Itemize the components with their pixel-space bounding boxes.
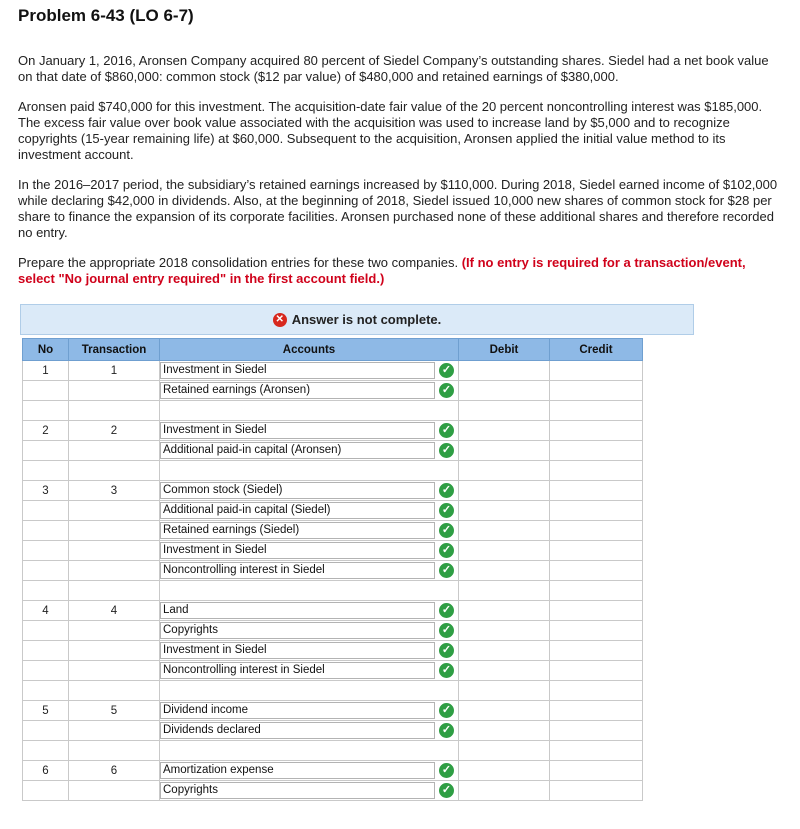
entry-number-cell: 1 [23, 361, 69, 381]
transaction-number-cell [69, 521, 160, 541]
transaction-number-cell: 6 [69, 761, 160, 781]
account-cell [160, 761, 459, 781]
entry-number-cell [23, 381, 69, 401]
account-cell [160, 521, 459, 541]
transaction-number-cell: 5 [69, 701, 160, 721]
account-cell [160, 541, 459, 561]
account-select[interactable]: Noncontrolling interest in Siedel [160, 562, 435, 579]
account-select[interactable]: Land [160, 602, 435, 619]
account-cell [160, 701, 459, 721]
check-icon: ✓ [439, 723, 454, 738]
credit-input[interactable] [550, 621, 643, 641]
journal-entry-table [22, 338, 643, 801]
transaction-number-cell [69, 561, 160, 581]
debit-input[interactable] [459, 561, 550, 581]
table-row [23, 481, 643, 501]
check-icon: ✓ [439, 503, 454, 518]
empty-cell [160, 461, 459, 481]
spacer-row [23, 461, 643, 481]
empty-cell [550, 681, 643, 701]
credit-input[interactable] [550, 481, 643, 501]
table-row [23, 521, 643, 541]
entry-number-cell [23, 561, 69, 581]
table-row [23, 381, 643, 401]
check-icon: ✓ [439, 523, 454, 538]
spacer-row [23, 681, 643, 701]
empty-cell [160, 741, 459, 761]
spacer-row [23, 581, 643, 601]
credit-input[interactable] [550, 501, 643, 521]
entry-number-cell: 5 [23, 701, 69, 721]
table-row [23, 361, 643, 381]
empty-cell [23, 681, 69, 701]
debit-input[interactable] [459, 761, 550, 781]
account-select[interactable]: Additional paid-in capital (Siedel) [160, 502, 435, 519]
account-cell [160, 361, 459, 381]
problem-paragraph-2: Aronsen paid $740,000 for this investment. The acquisition-date fair value of the 20 percent noncontrolling interest was $185,000. The excess fair value over book value associated with the acquisition was used to increase land by $5,000 and to recognize copyrights (15-year remaining life) at $60,000. Subsequent to the acquisition, Aronsen applied the initial value method to its investment account. [18, 99, 763, 162]
account-select[interactable]: Investment in Siedel [160, 422, 435, 439]
credit-input[interactable] [550, 561, 643, 581]
entry-number-cell: 3 [23, 481, 69, 501]
transaction-number-cell: 2 [69, 421, 160, 441]
empty-cell [69, 581, 160, 601]
account-select[interactable]: Dividends declared [160, 722, 435, 739]
credit-input[interactable] [550, 721, 643, 741]
header-credit: Credit [550, 339, 643, 361]
table-row [23, 421, 643, 441]
entry-number-cell [23, 541, 69, 561]
transaction-number-cell [69, 641, 160, 661]
empty-cell [69, 401, 160, 421]
empty-cell [550, 741, 643, 761]
transaction-number-cell: 1 [69, 361, 160, 381]
empty-cell [459, 581, 550, 601]
instructions-paragraph [18, 255, 778, 287]
instructions-note: (If no entry is required for a transaction/event, select "No journal entry required" in the first account field.) [18, 255, 746, 286]
table-row [23, 701, 643, 721]
credit-input[interactable] [550, 541, 643, 561]
table-row [23, 441, 643, 461]
entry-number-cell [23, 501, 69, 521]
empty-cell [459, 401, 550, 421]
debit-input[interactable] [459, 501, 550, 521]
entry-number-cell [23, 621, 69, 641]
problem-paragraph-3: In the 2016–2017 period, the subsidiary’s retained earnings increased by $110,000. During 2018, Siedel earned income of $102,000 while declaring $42,000 in dividends. Also, at the beginning of 2018, Siedel issued 10,000 new shares of common stock for $28 per share to finance the expansion of its corporate facilities. Aronsen purchased none of these additional shares and therefore recorded no entry. [18, 177, 778, 240]
account-select[interactable]: Amortization expense [160, 762, 435, 779]
account-cell [160, 781, 459, 801]
entry-number-cell: 6 [23, 761, 69, 781]
debit-input[interactable] [459, 621, 550, 641]
debit-input[interactable] [459, 541, 550, 561]
account-select[interactable]: Common stock (Siedel) [160, 482, 435, 499]
account-cell [160, 641, 459, 661]
answer-status-text: Answer is not complete. [291, 312, 442, 327]
answer-status-banner [20, 304, 694, 335]
check-icon: ✓ [439, 703, 454, 718]
account-cell [160, 661, 459, 681]
check-icon: ✓ [439, 603, 454, 618]
table-row [23, 721, 643, 741]
debit-input[interactable] [459, 781, 550, 801]
debit-input[interactable] [459, 361, 550, 381]
empty-cell [23, 581, 69, 601]
table-row [23, 601, 643, 621]
empty-cell [23, 741, 69, 761]
instructions-text: Prepare the appropriate 2018 consolidation entries for these two companies. [18, 255, 462, 270]
credit-input[interactable] [550, 361, 643, 381]
empty-cell [459, 681, 550, 701]
table-row [23, 781, 643, 801]
table-header-row [23, 339, 643, 361]
empty-cell [69, 461, 160, 481]
check-icon: ✓ [439, 663, 454, 678]
debit-input[interactable] [459, 521, 550, 541]
empty-cell [23, 401, 69, 421]
check-icon: ✓ [439, 623, 454, 638]
account-select[interactable]: Noncontrolling interest in Siedel [160, 662, 435, 679]
credit-input[interactable] [550, 661, 643, 681]
debit-input[interactable] [459, 641, 550, 661]
account-select[interactable]: Investment in Siedel [160, 642, 435, 659]
credit-input[interactable] [550, 421, 643, 441]
check-icon: ✓ [439, 443, 454, 458]
header-no: No [23, 339, 69, 361]
header-debit: Debit [459, 339, 550, 361]
credit-input[interactable] [550, 761, 643, 781]
table-row [23, 541, 643, 561]
debit-input[interactable] [459, 381, 550, 401]
x-circle-icon: ✕ [273, 313, 287, 327]
debit-input[interactable] [459, 721, 550, 741]
problem-paragraph-1: On January 1, 2016, Aronsen Company acquired 80 percent of Siedel Company’s outstanding shares. Siedel had a net book value on that date of $860,000: common stock ($12 par value) of $480,000 and retained earnings of $380,000. [18, 53, 769, 84]
empty-cell [23, 461, 69, 481]
check-icon: ✓ [439, 483, 454, 498]
account-cell [160, 561, 459, 581]
account-select[interactable]: Dividend income [160, 702, 435, 719]
account-cell [160, 601, 459, 621]
check-icon: ✓ [439, 563, 454, 578]
check-icon: ✓ [439, 383, 454, 398]
debit-input[interactable] [459, 481, 550, 501]
table-row [23, 661, 643, 681]
transaction-number-cell: 4 [69, 601, 160, 621]
empty-cell [459, 741, 550, 761]
entry-number-cell: 2 [23, 421, 69, 441]
account-cell [160, 721, 459, 741]
account-select[interactable]: Retained earnings (Aronsen) [160, 382, 435, 399]
check-icon: ✓ [439, 543, 454, 558]
account-cell [160, 381, 459, 401]
transaction-number-cell [69, 621, 160, 641]
header-transaction: Transaction [69, 339, 160, 361]
entry-number-cell: 4 [23, 601, 69, 621]
empty-cell [550, 581, 643, 601]
table-row [23, 501, 643, 521]
account-cell [160, 621, 459, 641]
debit-input[interactable] [459, 601, 550, 621]
credit-input[interactable] [550, 701, 643, 721]
credit-input[interactable] [550, 641, 643, 661]
transaction-number-cell [69, 441, 160, 461]
credit-input[interactable] [550, 601, 643, 621]
debit-input[interactable] [459, 701, 550, 721]
credit-input[interactable] [550, 781, 643, 801]
table-row [23, 561, 643, 581]
empty-cell [550, 401, 643, 421]
check-icon: ✓ [439, 423, 454, 438]
debit-input[interactable] [459, 441, 550, 461]
journal-body [23, 361, 643, 801]
spacer-row [23, 401, 643, 421]
table-row [23, 621, 643, 641]
empty-cell [550, 461, 643, 481]
entry-number-cell [23, 661, 69, 681]
account-cell [160, 501, 459, 521]
credit-input[interactable] [550, 441, 643, 461]
transaction-number-cell [69, 661, 160, 681]
account-cell [160, 421, 459, 441]
table-row [23, 641, 643, 661]
transaction-number-cell [69, 781, 160, 801]
account-select[interactable]: Copyrights [160, 782, 435, 799]
entry-number-cell [23, 781, 69, 801]
check-icon: ✓ [439, 763, 454, 778]
empty-cell [160, 681, 459, 701]
table-row [23, 761, 643, 781]
transaction-number-cell [69, 721, 160, 741]
check-icon: ✓ [439, 363, 454, 378]
credit-input[interactable] [550, 521, 643, 541]
account-select[interactable]: Copyrights [160, 622, 435, 639]
empty-cell [69, 741, 160, 761]
transaction-number-cell [69, 501, 160, 521]
account-select[interactable]: Additional paid-in capital (Aronsen) [160, 442, 435, 459]
check-icon: ✓ [439, 643, 454, 658]
page-title: Problem 6-43 (LO 6-7) [18, 6, 194, 25]
credit-input[interactable] [550, 381, 643, 401]
account-select[interactable]: Retained earnings (Siedel) [160, 522, 435, 539]
debit-input[interactable] [459, 661, 550, 681]
entry-number-cell [23, 641, 69, 661]
empty-cell [69, 681, 160, 701]
empty-cell [459, 461, 550, 481]
account-cell [160, 481, 459, 501]
empty-cell [160, 581, 459, 601]
entry-number-cell [23, 721, 69, 741]
transaction-number-cell: 3 [69, 481, 160, 501]
spacer-row [23, 741, 643, 761]
account-select[interactable]: Investment in Siedel [160, 542, 435, 559]
transaction-number-cell [69, 381, 160, 401]
account-cell [160, 441, 459, 461]
account-select[interactable]: Investment in Siedel [160, 362, 435, 379]
entry-number-cell [23, 521, 69, 541]
check-icon: ✓ [439, 783, 454, 798]
transaction-number-cell [69, 541, 160, 561]
debit-input[interactable] [459, 421, 550, 441]
header-accounts: Accounts [160, 339, 459, 361]
entry-number-cell [23, 441, 69, 461]
empty-cell [160, 401, 459, 421]
